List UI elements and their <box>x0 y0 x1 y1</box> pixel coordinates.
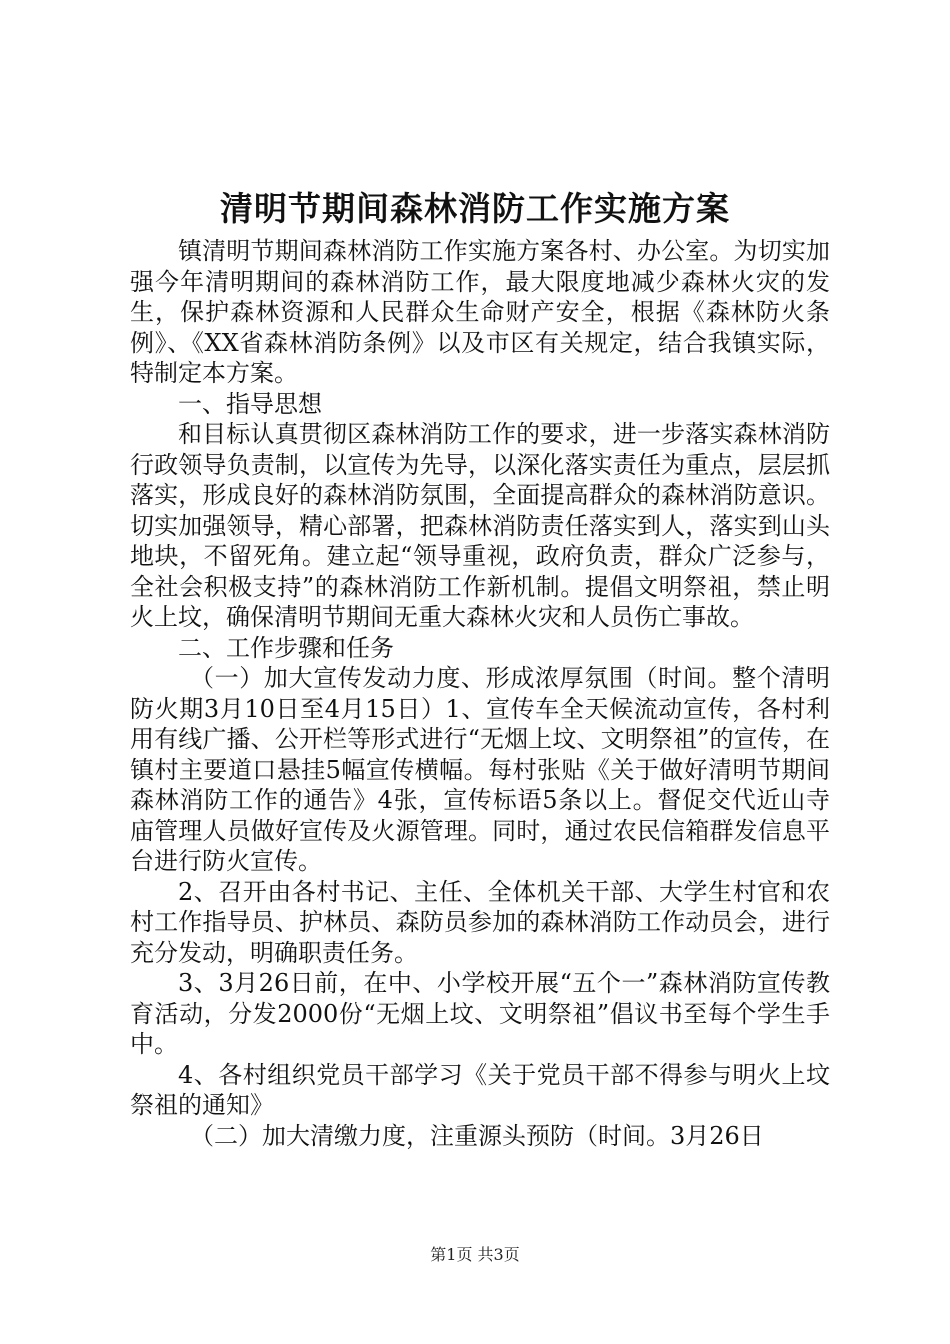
document-body <box>130 236 830 1151</box>
mobilization-meeting-paragraph: 2、召开由各村书记、主任、全体机关干部、大学生村官和农村工作指导员、护林员、森防员参加的森林消防工作动员会，进行充分发动，明确职责任务。 <box>130 877 830 967</box>
section-heading-guiding-thought: 一、指导思想 <box>178 389 322 418</box>
party-study-paragraph: 4、各村组织党员干部学习《关于党员干部不得参与明火上坟祭祖的通知》 <box>130 1060 830 1119</box>
guiding-thought-paragraph: 和目标认真贯彻区森林消防工作的要求，进一步落实森林消防行政领导负责制，以宣传为先导，以深化落实责任为重点，层层抓落实，形成良好的森林消防氛围，全面提高群众的森林消防意识。切实加强领导，精心部署，把森林消防责任落实到人，落实到山头地块，不留死角。建立起“领导重视，政府负责，群众广泛参与，全社会积极支持”的森林消防工作新机制。提倡文明祭祖，禁止明火上坟，确保清明节期间无重大森林火灾和人员伤亡事故。 <box>130 420 830 631</box>
school-education-paragraph: 3、3月26日前，在中、小学校开展“五个一”森林消防宣传教育活动，分发2000份“无烟上坟、文明祭祖”倡议书至每个学生手中。 <box>130 969 830 1058</box>
clearance-paragraph: （二）加大清缴力度，注重源头预防（时间。3月26日 <box>190 1121 764 1150</box>
page-footer: 第1页 共3页 <box>430 1245 520 1264</box>
publicity-paragraph: （一）加大宣传发动力度、形成浓厚氛围（时间。整个清明防火期3月10日至4月15日）1、宣传车全天候流动宣传，各村利用有线广播、公开栏等形式进行“无烟上坟、文明祭祖”的宣传，在镇村主要道口悬挂5幅宣传横幅。每村张贴《关于做好清明节期间森林消防工作的通告》4张，宣传标语5条以上。督促交代近山寺庙管理人员做好宣传及火源管理。同时，通过农民信箱群发信息平台进行防火宣传。 <box>130 664 830 875</box>
section-heading-work-steps: 二、工作步骤和任务 <box>178 633 394 662</box>
intro-paragraph: 镇清明节期间森林消防工作实施方案各村、办公室。为切实加强今年清明期间的森林消防工作，最大限度地减少森林火灾的发生，保护森林资源和人民群众生命财产安全，根据《森林防火条例》、《XX省森林消防条例》以及市区有关规定，结合我镇实际，特制定本方案。 <box>130 237 830 387</box>
document-title: 清明节期间森林消防工作实施方案 <box>220 189 730 228</box>
